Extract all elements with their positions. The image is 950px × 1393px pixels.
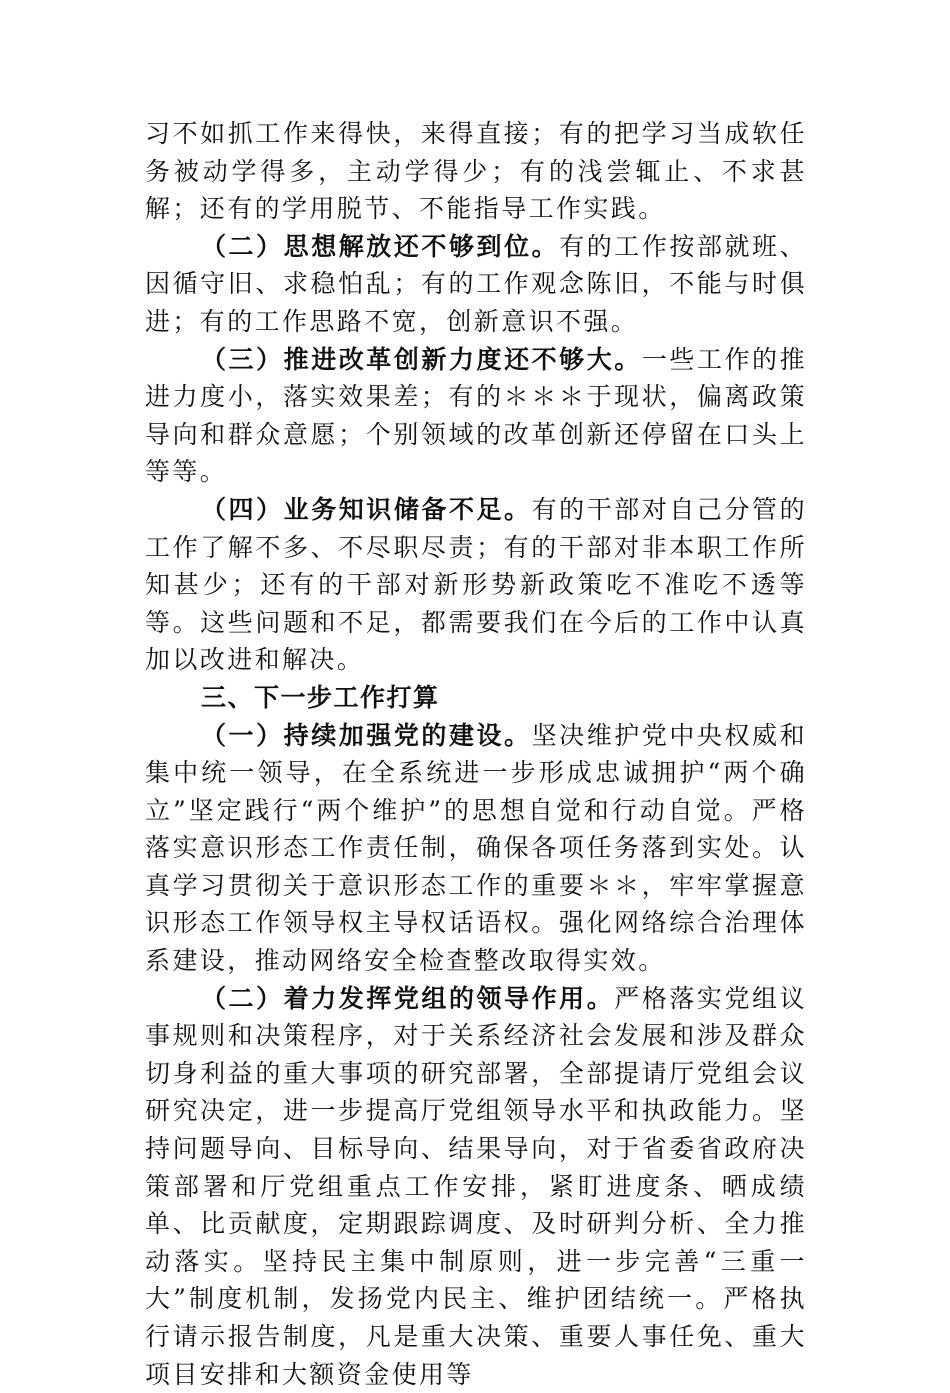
paragraph-text: 有的工作按部就班、因循守旧、求稳怕乱；有的工作观念陈旧，不能与时俱进；有的工作思路不宽，创新意识不强。 <box>145 231 808 336</box>
section-heading: 三、下一步工作打算 <box>201 682 440 712</box>
paragraph-text: 有的干部对自己分管的工作了解不多、不尽职尽责；有的干部对非本职工作所知甚少；还有的干部对新形势新政策吃不准吃不透等等。这些问题和不足，都需要我们在今后的工作中认真加以改进和解决。 <box>145 494 807 675</box>
paragraph-lead: （四）业务知识储备不足。 <box>201 494 532 524</box>
paragraph-lead: （一）持续加强党的建设。 <box>201 720 532 750</box>
paragraph-lead: （二）思想解放还不够到位。 <box>201 231 560 261</box>
paragraph-text: 习不如抓工作来得快，来得直接；有的把学习当成软任务被动学得多，主动学得少；有的浅尝辄止、不求甚解；还有的学用脱节、不能指导工作实践。 <box>145 119 807 224</box>
paragraph-plan-1 <box>145 717 807 980</box>
document-body <box>145 115 807 1393</box>
paragraph-text: 坚决维护党中央权威和集中统一领导，在全系统进一步形成忠诚拥护“两个确立”坚定践行“两个维护”的思想自觉和行动自觉。严格落实意识形态工作责任制，确保各项任务落到实处。认真学习贯彻关于意识形态工作的重要＊＊，牢牢掌握意识形态工作领导权主导权话语权。强化网络综合治理体系建设，推动网络安全检查整改取得实效。 <box>145 720 807 976</box>
paragraph-text: 一些工作的推进力度小，落实效果差；有的＊＊＊于现状，偏离政策导向和群众意愿；个别领域的改革创新还停留在口头上等等。 <box>145 344 808 487</box>
paragraph-item-3 <box>145 341 807 491</box>
paragraph-lead: （二）着力发挥党组的领导作用。 <box>201 983 615 1013</box>
paragraph-text: 严格落实党组议事规则和决策程序，对于关系经济社会发展和涉及群众切身利益的重大事项的研究部署，全部提请厅党组会议研究决定，进一步提高厅党组领导水平和执政能力。坚持问题导向、目标导向、结果导向，对于省委省政府决策部署和厅党组重点工作安排，紧盯进度条、晒成绩单、比贡献度，定期跟踪调度、及时研判分析、全力推动落实。坚持民主集中制原则，进一步完善“三重一大”制度机制，发扬党内民主、维护团结统一。严格执行请示报告制度，凡是重大决策、重要人事任免、重大项目安排和大额资金使用等 <box>145 983 807 1389</box>
paragraph-item-4 <box>145 491 807 679</box>
paragraph-lead: （三）推进改革创新力度还不够大。 <box>201 344 642 374</box>
paragraph-item-2 <box>145 228 807 341</box>
paragraph-continuation <box>145 115 807 228</box>
paragraph-plan-2 <box>145 980 807 1393</box>
